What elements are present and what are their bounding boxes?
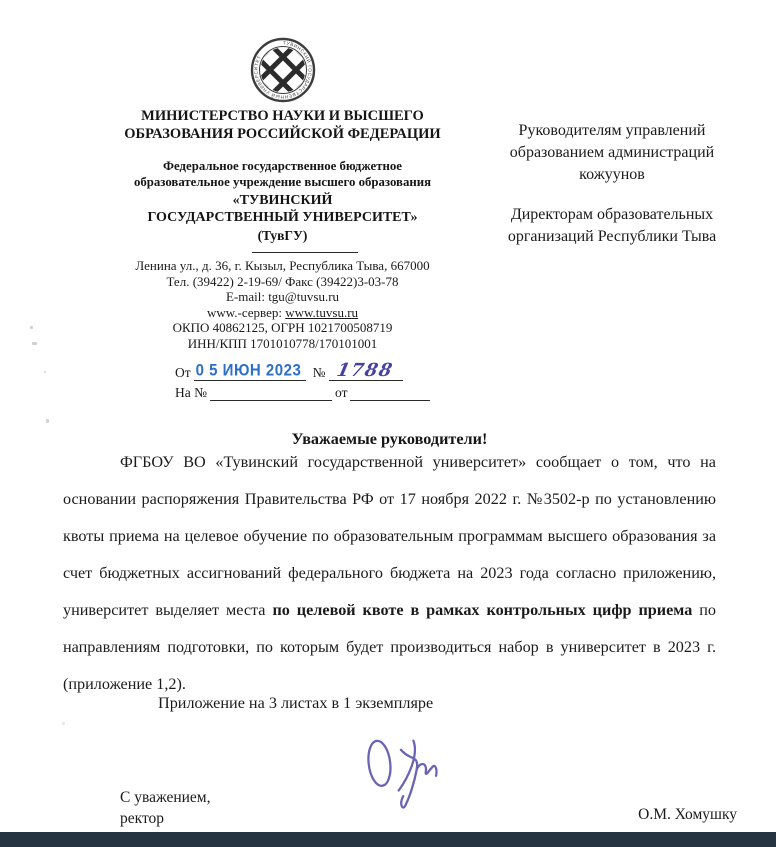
date-stamp: 0 5 ИЮН 2023 [195,361,302,380]
addressee-block-2 [462,204,762,248]
outgoing-row [175,361,455,381]
signer-name: О.М. Хомушку [638,806,737,823]
addressee-block-1 [462,120,762,186]
contact-block [105,258,460,352]
paragraph-text-before: ФГБОУ ВО «Тувинский государственной университет» сообщает о том, что на основании распоряжения Правительства РФ от 17 ноября 2022 г. №3502-р по установлению квоты приема на целевое обучение по образовательным программам высшего образования за счет бюджетных ассигнований федерального бюджета на 2023 года согласно приложению, университет выделяет места [63,453,716,619]
incoming-row [175,381,455,401]
scan-artifact [44,371,46,373]
rector-signature [356,726,464,817]
body-paragraph [63,444,716,703]
org-type [105,158,460,190]
scan-artifact [30,326,33,329]
university-emblem [105,36,460,109]
okpo-ogrn-line: ОКПО 40862125, ОГРН 1021700508719 [172,320,393,336]
org-name-line2: ГОСУДАРСТВЕННЫЙ УНИВЕРСИТЕТ» [147,210,418,225]
date-blank [194,363,306,381]
www-label: www.-сервер: [206,304,286,320]
closing-block [120,787,340,829]
addressee1-line1: Руководителям управлений [518,122,706,139]
footer-bar [0,832,776,847]
paragraph-text-bold: по целевой квоте в рамках контрольных цифр приема [272,601,693,619]
org-name [105,192,460,226]
salutation: Уважаемые руководители! [291,430,488,448]
signature-ink-icon [356,726,464,812]
scan-artifact [46,419,49,423]
number-blank [329,360,403,381]
attachment-note: Приложение на 3 листах в 1 экземпляре [158,694,434,712]
org-name-line1: «ТУВИНСКИЙ [232,193,333,208]
ministry-heading [105,108,460,143]
org-type-line1: Федеральное государственное бюджетное [163,159,402,173]
phone-line: Тел. (39422) 2-19-69/ Факс (39422)3-03-78 [166,273,399,289]
addressee2-line2: организаций Республики Тыва [507,228,717,245]
reply-from-label: от [335,385,348,400]
paragraph-text-after: по направлениям подготовки, по которым будет производиться набор в университет в 2023 г. (приложение 1,2). [63,601,717,693]
scan-artifact [32,342,37,345]
from-label: От [175,365,191,380]
www-line [105,305,460,321]
outgoing-number: 1788 [334,360,395,381]
closing-line2: ректор [120,810,165,827]
org-type-line2: образовательное учреждение высшего образования [133,175,432,189]
www-link: www.tuvsu.ru [285,304,359,320]
closing-line1: С уважением, [120,789,211,806]
reply-number-blank [210,383,332,401]
address-line: Ленина ул., д. 36, г. Кызыл, Республика Тыва, 667000 [135,258,430,273]
reply-date-blank [350,383,430,401]
emblem-lattice-icon [249,36,317,104]
emblem-ring-text: ТУВИНСКИЙ ГОСУДАРСТВЕННЫЙ УНИВЕРСИТЕТ [252,40,313,100]
number-sign: № [312,365,326,380]
addressee1-line3: кожуунов [579,166,645,183]
email-line: E-mail: tgu@tuvsu.ru [225,289,340,305]
ministry-line2: ОБРАЗОВАНИЯ РОССИЙСКОЙ ФЕДЕРАЦИИ [124,125,441,142]
ministry-line1: МИНИСТЕРСТВО НАУКИ И ВЫСШЕГО [141,108,424,124]
addressee2-line1: Директорам образовательных [510,206,714,223]
scan-artifact [62,722,65,725]
reference-block [175,361,455,401]
addressee1-line2: образованием администраций [509,144,715,161]
reply-label: На № [175,385,207,400]
org-short-name: (ТувГУ) [257,228,308,243]
letterhead-divider [252,252,358,253]
inn-kpp-line: ИНН/КПП 1701010778/170101001 [187,335,378,351]
